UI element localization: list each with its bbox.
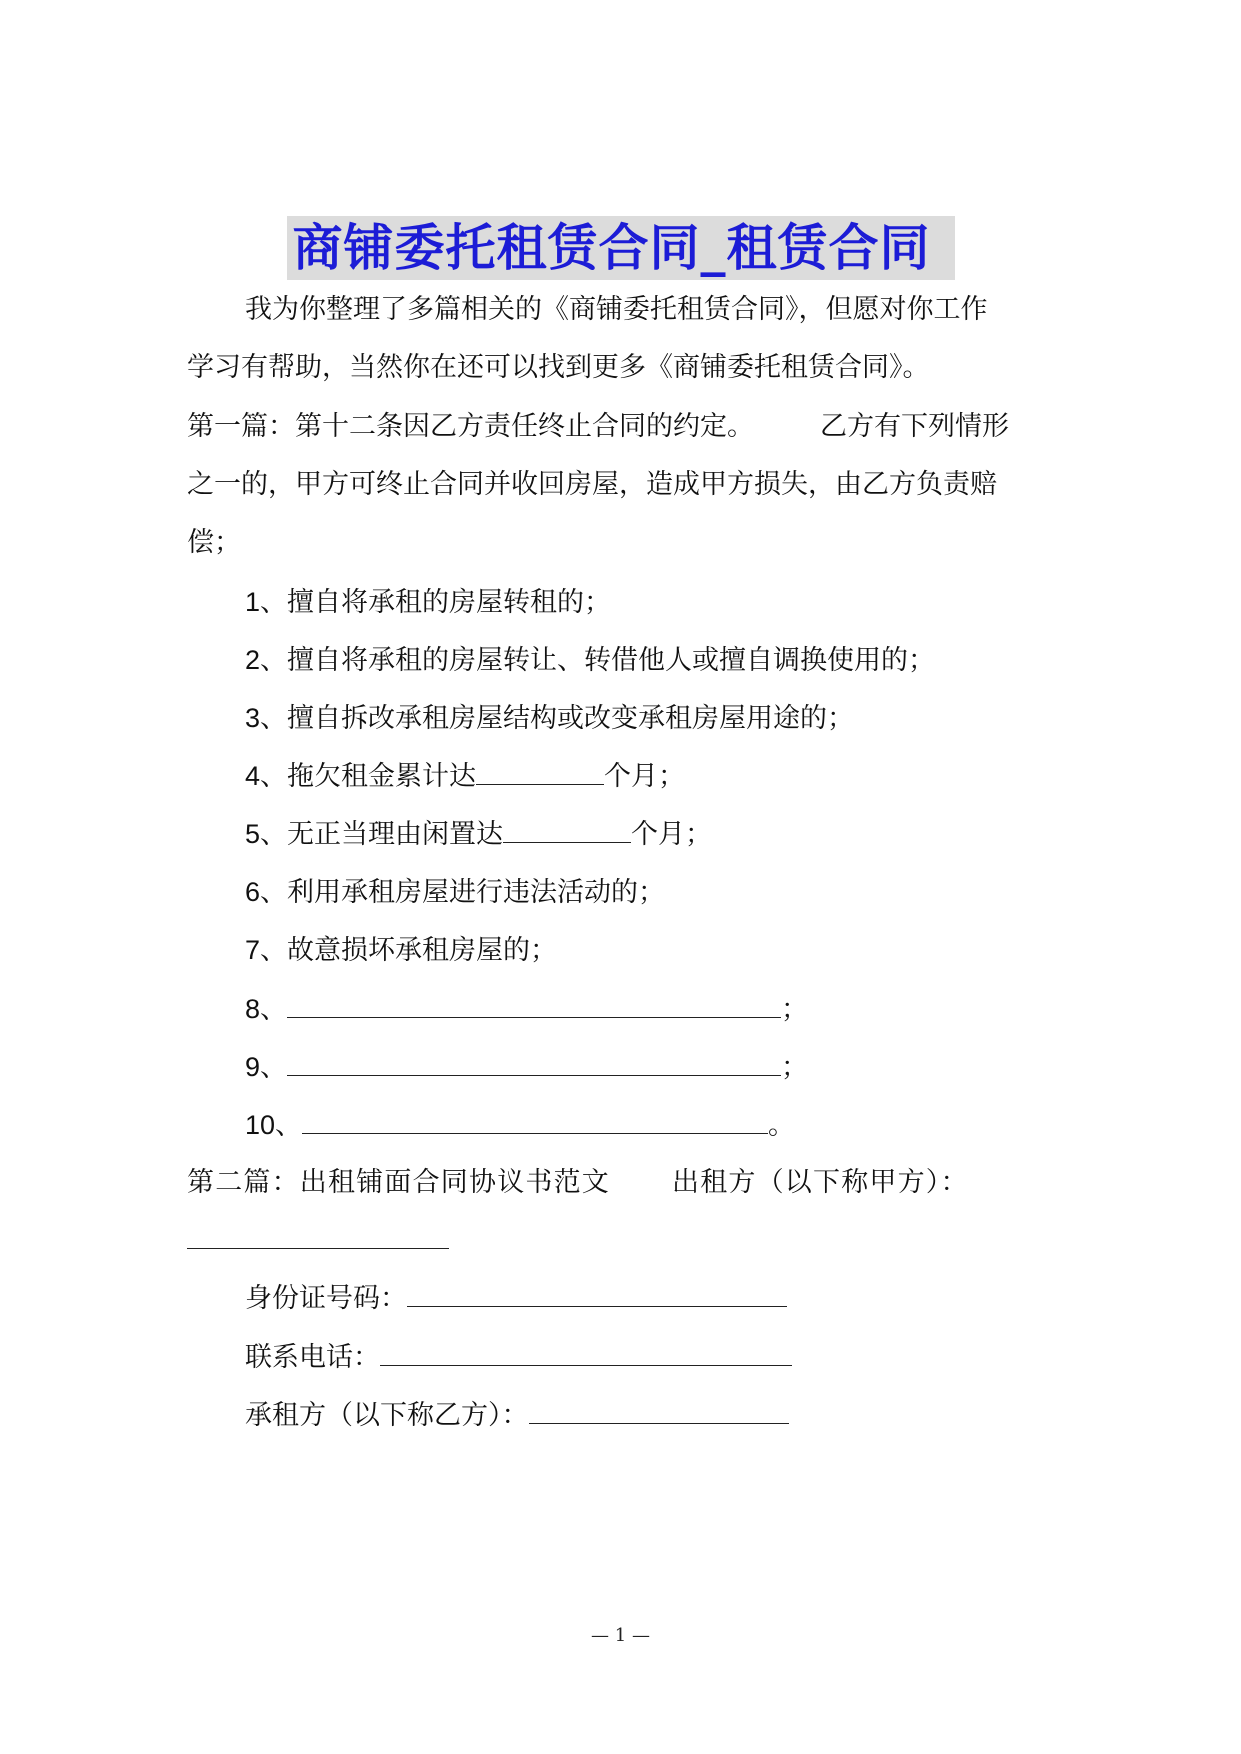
item-separator: 、	[260, 587, 288, 618]
item-separator: 、	[260, 1052, 288, 1083]
list-item	[245, 990, 808, 1029]
item-text: 无正当理由闲置达	[287, 819, 504, 850]
list-item	[245, 931, 557, 970]
page-number: — 1 —	[591, 1625, 650, 1646]
lessor-blank-line	[187, 1222, 449, 1260]
document-title: 商铺委托租赁合同_租赁合同	[287, 216, 955, 280]
item-suffix: 。	[768, 1110, 796, 1141]
intro-line-1: 我为你整理了多篇相关的《商铺委托租赁合同》，但愿对你工作	[245, 294, 988, 325]
lessee-blank[interactable]	[529, 1397, 789, 1424]
item-number: 6	[245, 877, 261, 907]
list-item	[245, 815, 712, 854]
item-number: 9	[245, 1052, 261, 1082]
item-separator: 、	[260, 761, 288, 792]
list-item	[245, 757, 685, 796]
list-item	[245, 1106, 795, 1145]
item-suffix: ；	[781, 1052, 809, 1083]
phone-blank[interactable]	[380, 1339, 792, 1366]
months-blank[interactable]	[503, 816, 631, 843]
item-text: 故意损坏承租房屋的；	[287, 935, 558, 966]
item-separator: 、	[260, 994, 288, 1025]
lessor-name-blank[interactable]	[187, 1222, 449, 1249]
lessee-row	[245, 1397, 789, 1435]
item-text: 利用承租房屋进行违法活动的；	[287, 877, 666, 908]
id-number-blank[interactable]	[407, 1280, 787, 1307]
fill-blank[interactable]	[287, 991, 781, 1018]
list-item	[245, 873, 665, 912]
item-separator: 、	[260, 935, 288, 966]
item-number: 2	[245, 645, 261, 675]
item-suffix: 个月；	[604, 761, 686, 792]
item-separator: 、	[275, 1110, 303, 1141]
section1-heading-text: 第一篇：第十二条因乙方责任终止合同的约定。	[187, 411, 754, 442]
item-number: 10	[245, 1110, 276, 1140]
item-suffix: 个月；	[631, 819, 713, 850]
item-separator: 、	[260, 819, 288, 850]
fill-blank[interactable]	[302, 1107, 768, 1134]
item-number: 8	[245, 994, 261, 1024]
months-blank[interactable]	[476, 758, 604, 785]
section2-heading	[187, 1164, 969, 1202]
phone-row	[245, 1339, 792, 1377]
item-separator: 、	[260, 877, 288, 908]
item-separator: 、	[260, 703, 288, 734]
item-number: 3	[245, 703, 261, 733]
list-item	[245, 699, 854, 738]
id-number-row	[245, 1280, 787, 1318]
id-number-label: 身份证号码：	[245, 1283, 407, 1314]
title-wrap	[0, 216, 1241, 280]
section2-heading-text: 第二篇：出租铺面合同协议书范文	[187, 1167, 610, 1198]
item-text: 擅自将承租的房屋转让、转借他人或擅自调换使用的；	[287, 645, 936, 676]
item-number: 1	[245, 587, 261, 617]
list-item	[245, 583, 611, 622]
item-number: 7	[245, 935, 261, 965]
section1-line-2: 之一的，甲方可终止合同并收回房屋，造成甲方损失，由乙方负责赔	[187, 469, 997, 500]
item-number: 5	[245, 819, 261, 849]
item-text: 擅自将承租的房屋转租的；	[287, 587, 612, 618]
section2-heading-tail: 出租方（以下称甲方）：	[672, 1167, 969, 1198]
intro-line-2: 学习有帮助，当然你在还可以找到更多《商铺委托租赁合同》。	[187, 352, 930, 383]
item-separator: 、	[260, 645, 288, 676]
lessee-label: 承租方（以下称乙方）：	[245, 1400, 529, 1431]
list-item	[245, 641, 935, 680]
fill-blank[interactable]	[287, 1049, 781, 1076]
list-item	[245, 1048, 808, 1087]
section1-line-3: 偿；	[187, 527, 241, 558]
item-number: 4	[245, 761, 261, 791]
section1-heading	[187, 408, 1009, 446]
item-suffix: ；	[781, 994, 809, 1025]
section1-heading-tail: 乙方有下列情形	[820, 411, 1009, 442]
item-text: 拖欠租金累计达	[287, 761, 477, 792]
phone-label: 联系电话：	[245, 1342, 380, 1373]
item-text: 擅自拆改承租房屋结构或改变承租房屋用途的；	[287, 703, 855, 734]
